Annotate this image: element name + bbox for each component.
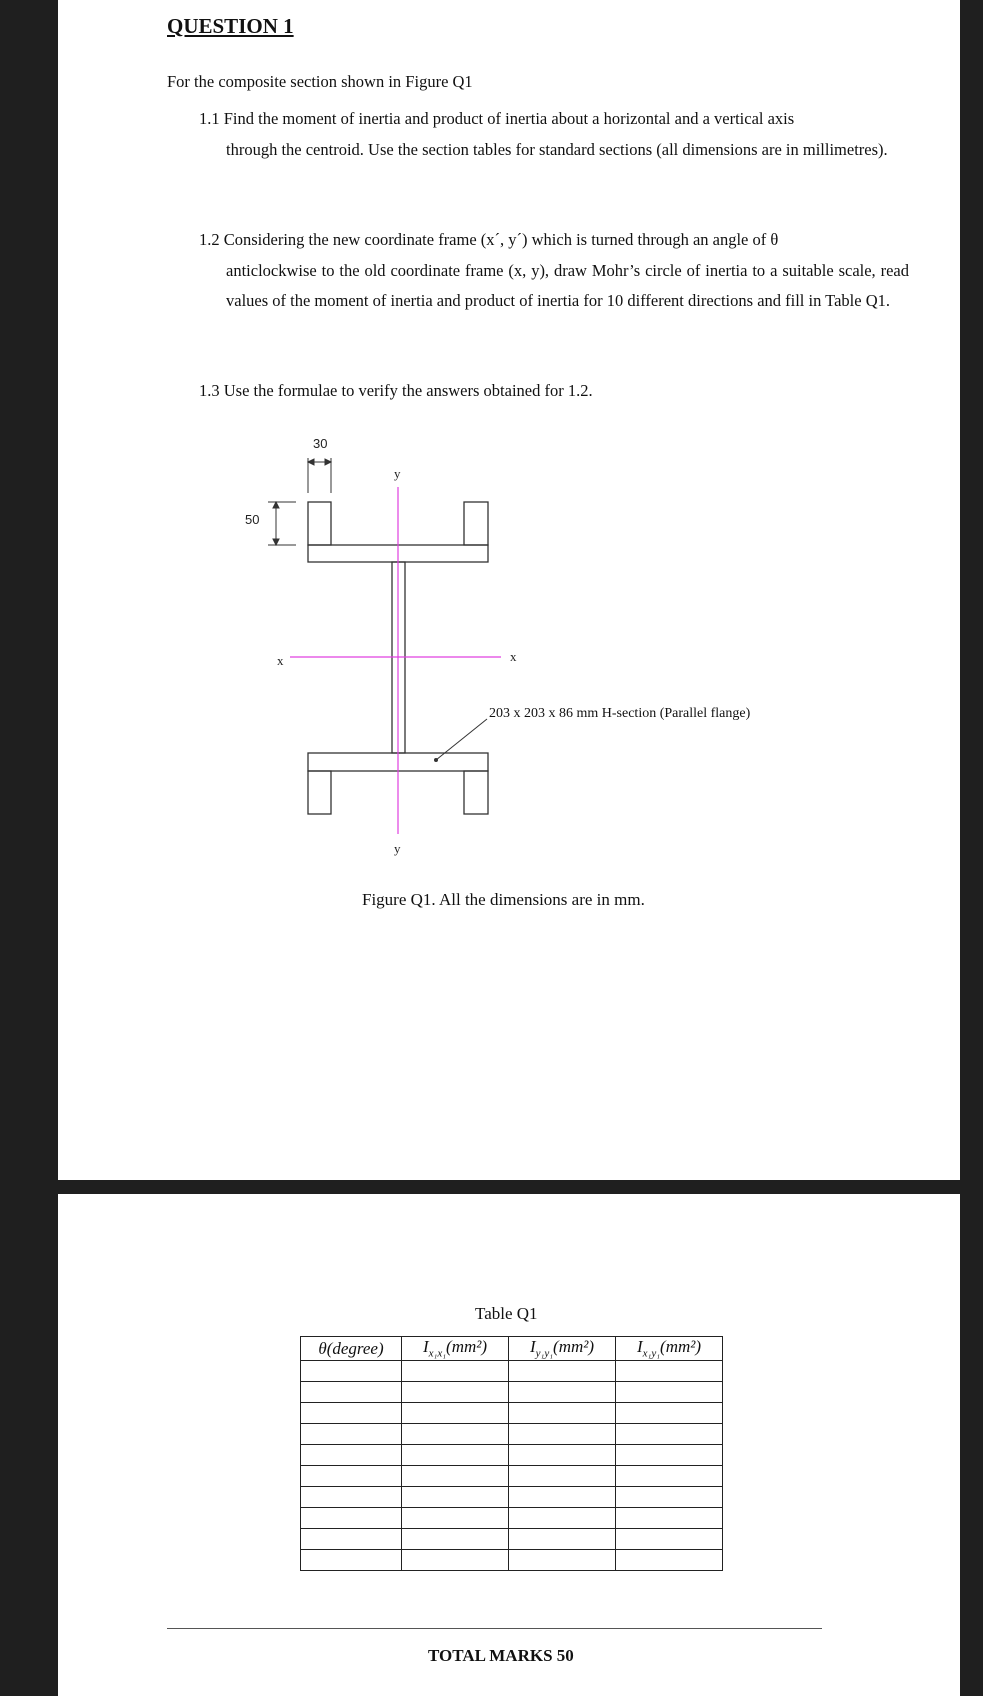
dim-30-label: 30 [313,436,328,451]
table-cell[interactable] [402,1529,509,1550]
dim-50-label: 50 [245,512,260,527]
section-label: 203 x 203 x 86 mm H-section (Parallel flange) [489,706,751,721]
table-cell[interactable] [402,1466,509,1487]
table-cell[interactable] [301,1445,402,1466]
page-1 [58,0,960,1180]
table-caption: Table Q1 [475,1304,538,1323]
table-cell[interactable] [301,1487,402,1508]
leader-line [436,719,487,760]
table-row [301,1550,723,1571]
table-cell[interactable] [402,1382,509,1403]
item-number: 1.2 [199,230,220,249]
question-title: QUESTION 1 [167,14,294,38]
table-cell[interactable] [301,1550,402,1571]
table-cell[interactable] [402,1361,509,1382]
table-cell[interactable] [301,1508,402,1529]
table-cell[interactable] [402,1550,509,1571]
table-cell[interactable] [616,1445,723,1466]
table-cell[interactable] [509,1487,616,1508]
table-cell[interactable] [616,1424,723,1445]
figure-q1 [58,0,960,880]
table-cell[interactable] [509,1403,616,1424]
header-ixy: $I_{x_1y_1}(mm^2)$ [616,1337,723,1361]
total-marks: TOTAL MARKS 50 [428,1646,574,1665]
table-cell[interactable] [616,1382,723,1403]
table-cell[interactable] [616,1529,723,1550]
table-cell[interactable] [402,1445,509,1466]
table-row [301,1529,723,1550]
table-cell[interactable] [616,1487,723,1508]
item-text-line1: Find the moment of inertia and product of inertia about a horizontal and a vertical axis [223,109,795,128]
table-cell[interactable] [509,1550,616,1571]
table-cell[interactable] [402,1403,509,1424]
table-cell[interactable] [301,1403,402,1424]
table-cell[interactable] [616,1466,723,1487]
table-row [301,1445,723,1466]
top-left-plate [308,502,331,545]
bottom-left-plate [308,771,331,814]
table-row [301,1508,723,1529]
question-intro: For the composite section shown in Figure Q1 [167,72,473,91]
table-row [301,1424,723,1445]
top-right-plate [464,502,488,545]
item-text-line1: Use the formulae to verify the answers obtained for 1.2. [223,381,593,400]
table-cell[interactable] [509,1361,616,1382]
dim-50-marker [268,502,296,545]
bottom-right-plate [464,771,488,814]
axis-x-left-label: x [277,653,284,668]
table-q1 [300,1336,723,1571]
item-text-rest: through the centroid. Use the section tables for standard sections (all dimensions are in millimetres). [226,139,888,159]
item-text-line1: Considering the new coordinate frame (x´, y´) which is turned through an angle of θ [223,230,779,249]
table-row [301,1487,723,1508]
table-cell[interactable] [301,1382,402,1403]
page-2 [58,1194,960,1696]
divider-line [167,1628,822,1629]
leader-dot [434,758,438,762]
header-ixx: $I_{x_1x_1}(mm^2)$ [402,1337,509,1361]
table-cell[interactable] [509,1466,616,1487]
table-cell[interactable] [402,1508,509,1529]
table-row [301,1466,723,1487]
table-cell[interactable] [402,1487,509,1508]
item-number: 1.1 [199,109,220,128]
table-cell[interactable] [509,1508,616,1529]
table-cell[interactable] [509,1529,616,1550]
axis-y-bottom-label: y [394,841,401,856]
table-cell[interactable] [301,1424,402,1445]
table-cell[interactable] [301,1361,402,1382]
table-cell[interactable] [509,1445,616,1466]
table-cell[interactable] [616,1361,723,1382]
table-cell[interactable] [301,1466,402,1487]
table-cell[interactable] [616,1550,723,1571]
table-cell[interactable] [616,1508,723,1529]
table-row [301,1403,723,1424]
table-body [301,1361,723,1571]
item-number: 1.3 [199,381,220,400]
item-text-rest: anticlockwise to the old coordinate frame (x, y), draw Mohr’s circle of inertia to a suitable scale, read values of the moment of inertia and product of inertia for 10 different directions and fill in Table Q1. [226,260,909,310]
table-cell[interactable] [402,1424,509,1445]
header-iyy: $I_{y_1y_1}(mm^2)$ [509,1337,616,1361]
figure-caption: Figure Q1. All the dimensions are in mm. [362,890,645,909]
axis-x-right-label: x [510,649,517,664]
table-cell[interactable] [509,1382,616,1403]
dim-30-marker [308,458,331,493]
table-row [301,1361,723,1382]
header-theta: θ(degree) [301,1337,402,1361]
table-cell[interactable] [616,1403,723,1424]
table-row [301,1382,723,1403]
table-cell[interactable] [509,1424,616,1445]
table-cell[interactable] [301,1529,402,1550]
axis-y-top-label: y [394,466,401,481]
